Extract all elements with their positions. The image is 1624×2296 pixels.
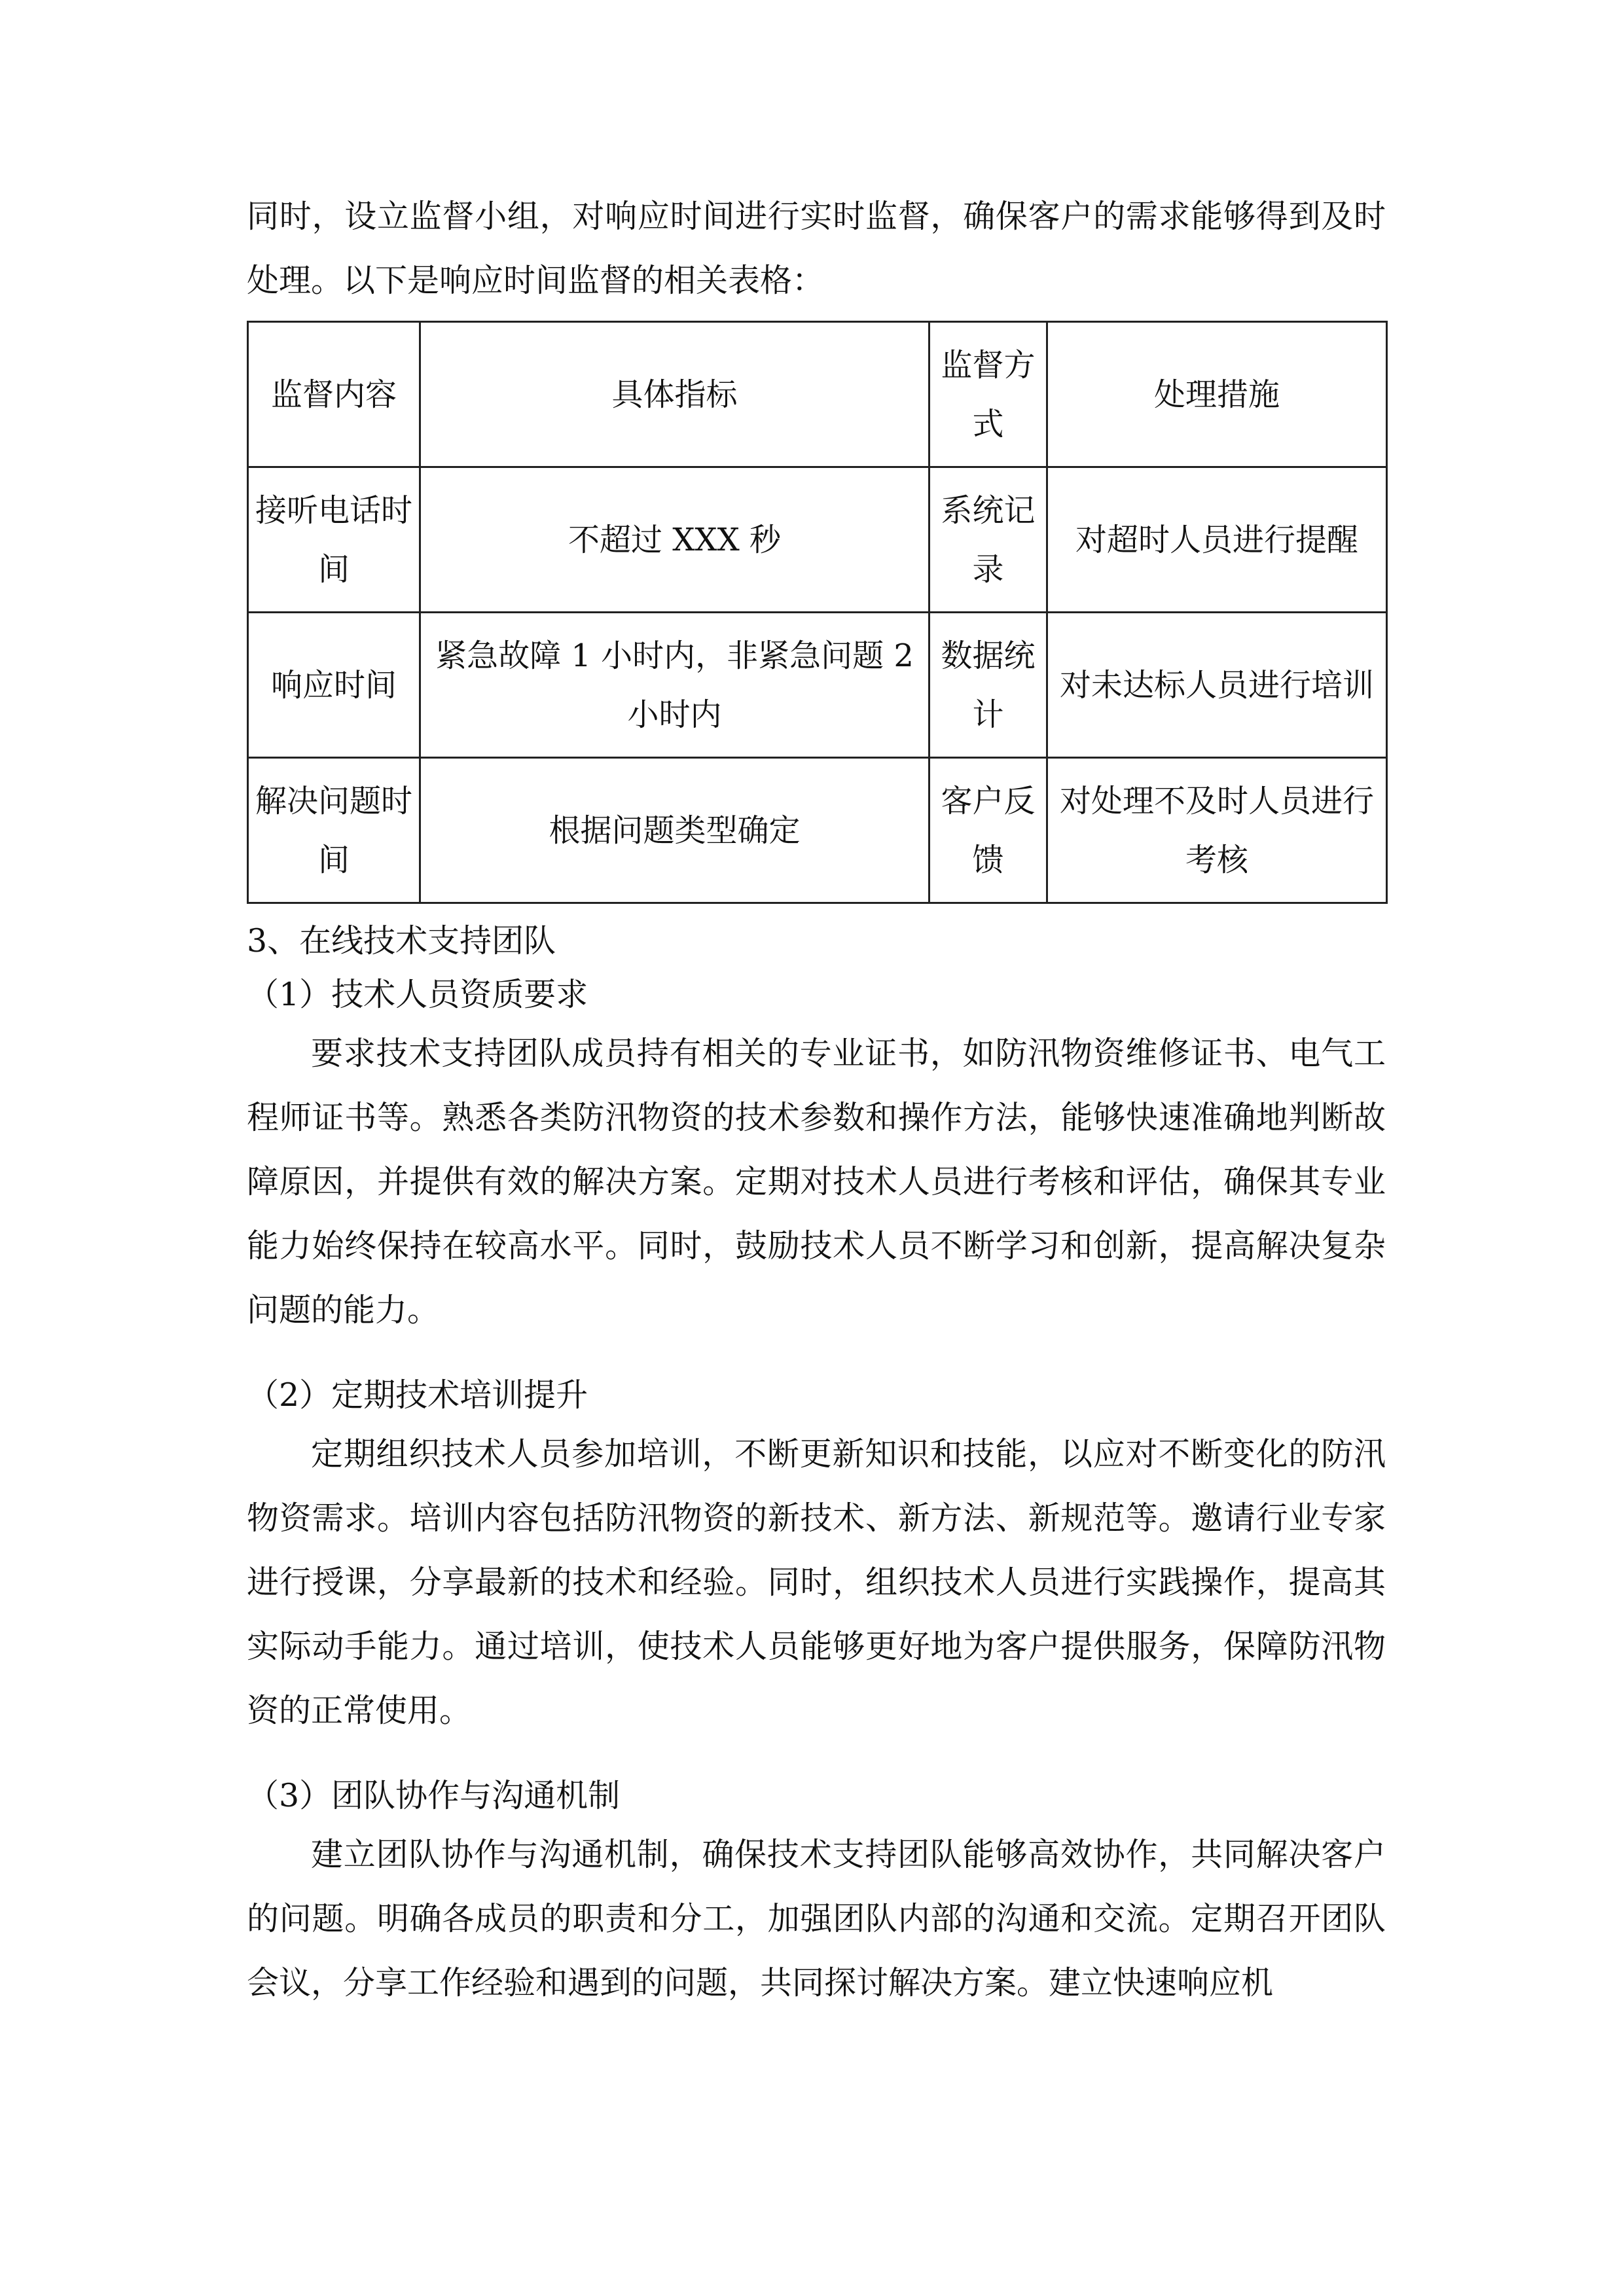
table-cell: 不超过 XXX 秒 (420, 467, 929, 613)
table-header-cell: 具体指标 (420, 322, 929, 467)
table-row (248, 613, 1387, 758)
table-header-cell: 监督方式 (929, 322, 1047, 467)
table-header-cell: 监督内容 (248, 322, 420, 467)
table-cell: 数据统计 (929, 613, 1047, 758)
table-row (248, 467, 1387, 613)
table-cell: 对处理不及时人员进行考核 (1047, 758, 1387, 903)
table-cell: 客户反馈 (929, 758, 1047, 903)
intro-paragraph: 同时，设立监督小组，对响应时间进行实时监督，确保客户的需求能够得到及时处理。以下是响应时间监督的相关表格： (247, 198, 1386, 299)
table-row (248, 758, 1387, 903)
table-cell: 响应时间 (248, 613, 420, 758)
body-paragraph: 定期组织技术人员参加培训，不断更新知识和技能，以应对不断变化的防汛物资需求。培训内容包括防汛物资的新技术、新方法、新规范等。邀请行业专家进行授课，分享最新的技术和经验。同时，组织技术人员进行实践操作，提高其实际动手能力。通过培训，使技术人员能够更好地为客户提供服务，保障防汛物资的正常使用。 (247, 1435, 1386, 1729)
table-cell: 解决问题时间 (248, 758, 420, 903)
table-cell: 对未达标人员进行培训 (1047, 613, 1387, 758)
body-paragraph: 建立团队协作与沟通机制，确保技术支持团队能够高效协作，共同解决客户的问题。明确各成员的职责和分工，加强团队内部的沟通和交流。定期召开团队会议，分享工作经验和遇到的问题，共同探讨解决方案。建立快速响应机 (247, 1836, 1386, 2001)
subsection-title: （1）技术人员资质要求 (247, 976, 588, 1013)
table-cell: 系统记录 (929, 467, 1047, 613)
response-monitoring-table (247, 321, 1388, 904)
subsection-title: （2）定期技术培训提升 (247, 1376, 588, 1414)
table-header-row (248, 322, 1387, 467)
subsection-title: （3）团队协作与沟通机制 (247, 1777, 621, 1814)
body-paragraph: 要求技术支持团队成员持有相关的专业证书，如防汛物资维修证书、电气工程师证书等。熟悉各类防汛物资的技术参数和操作方法，能够快速准确地判断故障原因，并提供有效的解决方案。定期对技术人员进行考核和评估，确保其专业能力始终保持在较高水平。同时，鼓励技术人员不断学习和创新，提高解决复杂问题的能力。 (247, 1035, 1386, 1329)
table-header-cell: 处理措施 (1047, 322, 1387, 467)
table-cell: 对超时人员进行提醒 (1047, 467, 1387, 613)
section-title: 3、在线技术支持团队 (247, 922, 556, 960)
document-page (247, 185, 1386, 2015)
table-cell: 根据问题类型确定 (420, 758, 929, 903)
table-cell: 接听电话时间 (248, 467, 420, 613)
table-cell: 紧急故障 1 小时内，非紧急问题 2 小时内 (420, 613, 929, 758)
